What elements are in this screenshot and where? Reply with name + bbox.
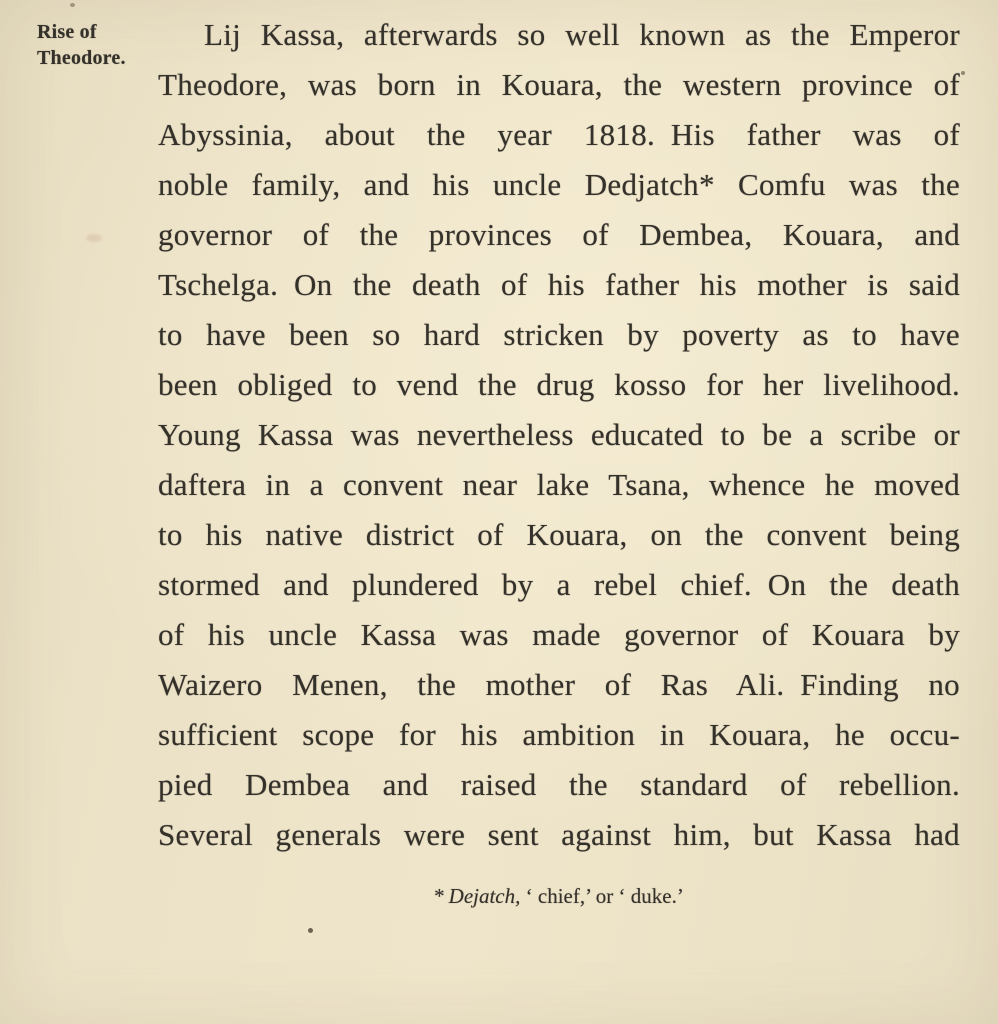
body-line: daftera in a convent near lake Tsana, whence he moved: [158, 467, 960, 502]
body-line: noble family, and his uncle Dedjatch* Comfu was the: [158, 167, 960, 202]
body-line: Several generals were sent against him, but Kassa had: [158, 817, 960, 852]
body-line: sufficient scope for his ambition in Kouara, he occu-: [158, 717, 960, 752]
margin-note-line: Rise of: [37, 21, 97, 43]
body-line: Tschelga. On the death of his father his mother is said: [158, 267, 960, 302]
scan-speck: [86, 234, 102, 242]
body-line: to have been so hard stricken by poverty as to have: [158, 317, 960, 352]
body-line: Theodore, was born in Kouara, the western province of: [158, 67, 960, 102]
footnote-text: ‘ chief,’ or ‘ duke.’: [525, 884, 684, 908]
body-line: governor of the provinces of Dembea, Kouara, and: [158, 217, 960, 252]
footnote-term: Dejatch,: [448, 884, 521, 908]
margin-note: [37, 19, 167, 71]
margin-note-line: Theodore.: [37, 47, 126, 69]
footnote: [158, 882, 960, 910]
scan-speck: [70, 3, 75, 7]
body-line: stormed and plundered by a rebel chief. On the death: [158, 567, 960, 602]
body-line: Lij Kassa, afterwards so well known as the Emperor: [204, 17, 960, 52]
scan-speck: [308, 928, 313, 933]
body-line: of his uncle Kassa was made governor of Kouara by: [158, 617, 960, 652]
body-line: Waizero Menen, the mother of Ras Ali. Finding no: [158, 667, 960, 702]
body-line: been obliged to vend the drug kosso for her livelihood.: [158, 367, 960, 402]
body-text: [158, 10, 960, 860]
body-line: Young Kassa was nevertheless educated to be a scribe or: [158, 417, 960, 452]
body-line: pied Dembea and raised the standard of rebellion.: [158, 767, 960, 802]
footnote-marker: *: [434, 884, 445, 908]
body-line: Abyssinia, about the year 1818. His father was of: [158, 117, 960, 152]
body-line: to his native district of Kouara, on the convent being: [158, 517, 960, 552]
scan-speck: [961, 71, 965, 75]
